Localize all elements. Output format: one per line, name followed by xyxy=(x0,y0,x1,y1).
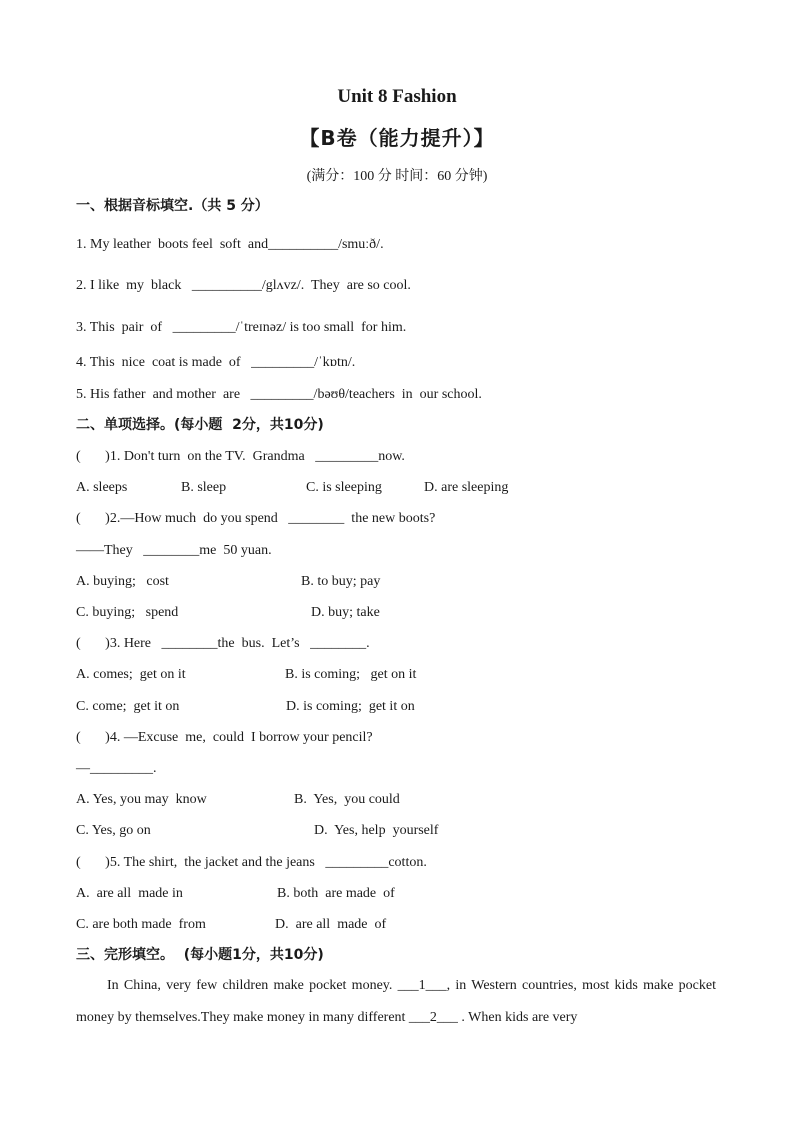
q4-option-a: A. Yes, you may know xyxy=(76,792,207,807)
q1-option-c: C. is sleeping xyxy=(306,480,382,495)
section1-item-3: 3. This pair of _________/ˈtreɪnəz/ is too small for him. xyxy=(76,320,407,335)
section1-item-1: 1. My leather boots feel soft and__________/smuːð/. xyxy=(76,237,384,252)
section1-item-5: 5. His father and mother are _________/bəʊθ/teachers in our school. xyxy=(76,387,482,402)
unit-title: Unit 8 Fashion xyxy=(337,86,457,107)
section1-item-2: 2. I like my black __________/glʌvz/. They are so cool. xyxy=(76,278,411,293)
section2-heading: 二、单项选择。(每小题 2分，共10分) xyxy=(76,417,324,433)
q1-stem: ( )1. Don't turn on the TV. Grandma _________now. xyxy=(76,449,405,464)
q3-option-b: B. is coming; get on it xyxy=(285,667,417,682)
q4-option-c: C. Yes, go on xyxy=(76,823,151,838)
q5-option-a: A. are all made in xyxy=(76,886,183,901)
q4-response: —_________. xyxy=(76,761,157,776)
score-time-info: (满分：100 分 时间：60 分钟) xyxy=(306,169,488,184)
q5-stem: ( )5. The shirt, the jacket and the jeans _________cotton. xyxy=(76,855,427,870)
q5-option-d: D. are all made of xyxy=(275,917,387,932)
volume-subtitle: 【B卷（能力提升）】 xyxy=(299,126,495,150)
q1-option-b: B. sleep xyxy=(181,480,227,495)
q4-stem: ( )4. —Excuse me, could I borrow your pencil? xyxy=(76,730,373,745)
q3-option-a: A. comes; get on it xyxy=(76,667,186,682)
q5-option-b: B. both are made of xyxy=(277,886,395,901)
cloze-paragraph: In China, very few children make pocket money. ___1___, in Western countries, most kids make pocket money by themselves.They make money in many different ___2___ . When kids are very xyxy=(76,978,716,1025)
section1-item-4: 4. This nice coat is made of _________/ˈkɒtn/. xyxy=(76,355,356,370)
q3-stem: ( )3. Here ________the bus. Let’s ________. xyxy=(76,636,370,651)
q4-option-b: B. Yes, you could xyxy=(294,792,400,807)
q4-option-d: D. Yes, help yourself xyxy=(314,823,439,838)
q3-option-c: C. come; get it on xyxy=(76,699,180,714)
q2-response: ——They ________me 50 yuan. xyxy=(76,543,272,558)
section1-heading: 一、根据音标填空.（共 5 分） xyxy=(76,198,269,214)
q2-stem: ( )2.—How much do you spend ________ the new boots? xyxy=(76,511,436,526)
q1-option-d: D. are sleeping xyxy=(424,480,509,495)
q2-option-d: D. buy; take xyxy=(311,605,380,620)
q2-option-c: C. buying; spend xyxy=(76,605,179,620)
q2-option-a: A. buying; cost xyxy=(76,574,169,589)
section3-heading: 三、完形填空。 (每小题1分，共10分) xyxy=(76,947,324,963)
q5-option-c: C. are both made from xyxy=(76,917,206,932)
q1-option-a: A. sleeps xyxy=(76,480,128,495)
q2-option-b: B. to buy; pay xyxy=(301,574,381,589)
q3-option-d: D. is coming; get it on xyxy=(286,699,415,714)
